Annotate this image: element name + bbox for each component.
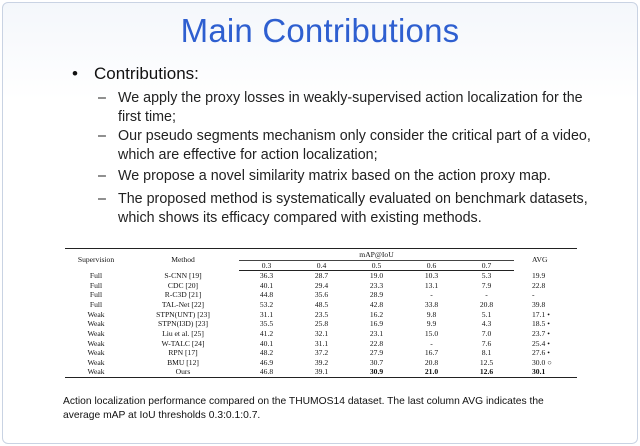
cell-avg: 22.8 [532,280,546,290]
cell-map: 44.8 [259,290,274,300]
dash-icon: – [98,128,106,144]
cell-method: BMU [12] [167,358,199,368]
cell-map: 16.9 [369,319,384,329]
cell-supervision: Full [89,299,103,309]
cell-map: 23.1 [369,328,384,338]
cell-map: 40.1 [259,338,274,348]
table-row [65,358,577,368]
cell-map: 23.3 [369,280,384,290]
cell-map: 31.1 [259,309,274,319]
cell-supervision: Weak [65,367,127,377]
cell-map: 31.1 [314,338,329,348]
cell-map: 32.1 [314,328,329,338]
cell-map: 9.8 [426,309,437,319]
cell-map: 30.9 [349,367,404,377]
slide-title: Main Contributions [180,12,460,49]
cell-map: 20.8 [424,358,439,368]
cell-map: 35.5 [259,319,274,329]
cell-map: 30.7 [369,358,384,368]
cell-method: TAL-Net [22] [161,299,205,309]
cell-map: 39.1 [294,367,349,377]
header-iou: 0.4 [294,261,349,271]
dash-icon: – [98,191,106,207]
cell-avg: - [532,290,535,300]
contribution-text: We propose a novel similarity matrix based on the action proxy map. [118,168,551,184]
header-supervision: Supervision [65,249,127,271]
cell-method: Liu et al. [25] [162,328,204,338]
dash-icon: – [98,90,106,106]
table-row [65,300,577,310]
contribution-text: We apply the proxy losses in weakly-supervised action localization for the first time; [118,90,583,125]
cell-avg: 17.1 • [532,309,550,319]
header-iou: 0.6 [404,261,459,271]
cell-map: 48.5 [314,299,329,309]
header-map: mAP@IoU [239,249,514,261]
cell-avg: 39.8 [532,299,546,309]
cell-map: 48.2 [259,348,274,358]
cell-map: 36.3 [259,271,274,281]
cell-map: 16.7 [424,348,439,358]
cell-map: 15.0 [424,328,439,338]
table-row [65,319,577,329]
contribution-point [98,127,618,165]
cell-map: 40.1 [259,280,274,290]
cell-supervision: Weak [87,338,105,348]
cell-map: 21.0 [404,367,459,377]
cell-method: S-CNN [19] [164,270,202,280]
cell-map: 20.8 [479,299,494,309]
contribution-text: Our pseudo segments mechanism only consider the critical part of a video, which are effective for action localization; [118,128,591,163]
cell-map: 33.8 [424,299,439,309]
cell-supervision: Full [89,290,103,300]
cell-map: 53.2 [259,299,274,309]
cell-map: - [430,338,433,348]
table-row [65,290,577,300]
contribution-point [98,89,618,127]
cell-avg: 30.1 [514,367,577,377]
cell-method: STPN(I3D) [23] [158,319,208,329]
cell-map: 7.0 [481,328,492,338]
dash-icon: – [98,168,106,184]
table-row [65,338,577,348]
cell-avg: 25.4 • [532,338,550,348]
cell-avg: 27.6 • [532,348,550,358]
cell-method: RPN [17] [168,348,198,358]
cell-map: 7.9 [481,280,492,290]
cell-avg: 19.9 [532,270,546,280]
cell-method: CDC [20] [167,280,199,290]
cell-map: - [485,290,488,300]
cell-map: 22.8 [369,338,384,348]
cell-supervision: Weak [87,348,105,358]
cell-map: 29.4 [314,280,329,290]
heading-text: Contributions: [94,64,199,83]
header-avg: AVG [514,249,577,271]
cell-map: 28.9 [369,290,384,300]
cell-avg: 23.7 • [532,328,550,338]
cell-map: - [430,290,433,300]
header-iou: 0.7 [459,261,514,271]
header-iou: 0.3 [239,261,294,271]
cell-map: 10.3 [424,271,439,281]
cell-supervision: Weak [87,328,105,338]
table-body [65,271,577,378]
bullet-icon: • [72,64,78,83]
contribution-text: The proposed method is systematically evaluated on benchmark datasets, which shows its efficacy compared with existing methods. [118,191,588,226]
table-row [65,367,577,377]
cell-map: 46.8 [239,367,294,377]
cell-map: 16.2 [369,309,384,319]
cell-map: 5.1 [481,309,492,319]
results-table [65,248,577,378]
contribution-point [98,167,618,186]
cell-map: 46.9 [259,358,274,368]
cell-map: 7.6 [481,338,492,348]
cell-map: 35.6 [314,290,329,300]
cell-map: 42.8 [369,299,384,309]
cell-map: 23.5 [314,309,329,319]
cell-method: Ours [127,367,239,377]
cell-map: 28.7 [314,271,329,281]
cell-map: 25.8 [314,319,329,329]
results-grid [65,248,577,378]
cell-map: 27.9 [369,348,384,358]
table-row [65,348,577,358]
cell-method: W-TALC [24] [161,338,205,348]
cell-map: 13.1 [424,280,439,290]
cell-map: 12.6 [459,367,514,377]
table-row [65,271,577,281]
table-caption: Action localization performance compared on the THUMOS14 dataset. The last column AVG indicates the average mAP at IoU thresholds 0.3:0.1:0.7. [63,396,544,421]
cell-supervision: Weak [87,319,105,329]
contribution-point [98,190,618,228]
cell-map: 8.1 [481,348,492,358]
cell-supervision: Full [89,280,103,290]
cell-avg: 18.5 • [532,319,550,329]
cell-map: 19.0 [369,271,384,281]
table-row [65,329,577,339]
cell-supervision: Full [89,270,103,280]
cell-map: 41.2 [259,328,274,338]
table-row [65,309,577,319]
cell-map: 4.3 [481,319,492,329]
cell-avg: 30.0 ○ [532,358,552,368]
cell-map: 9.9 [426,319,437,329]
cell-supervision: Weak [87,309,105,319]
cell-method: R-C3D [21] [164,290,202,300]
cell-map: 12.5 [479,358,494,368]
cell-method: STPN(UNT) [23] [156,309,210,319]
cell-map: 5.3 [481,271,492,281]
cell-supervision: Weak [87,358,105,368]
cell-map: 37.2 [314,348,329,358]
header-iou: 0.5 [349,261,404,271]
cell-map: 39.2 [314,358,329,368]
table-row [65,280,577,290]
header-method: Method [127,249,239,271]
